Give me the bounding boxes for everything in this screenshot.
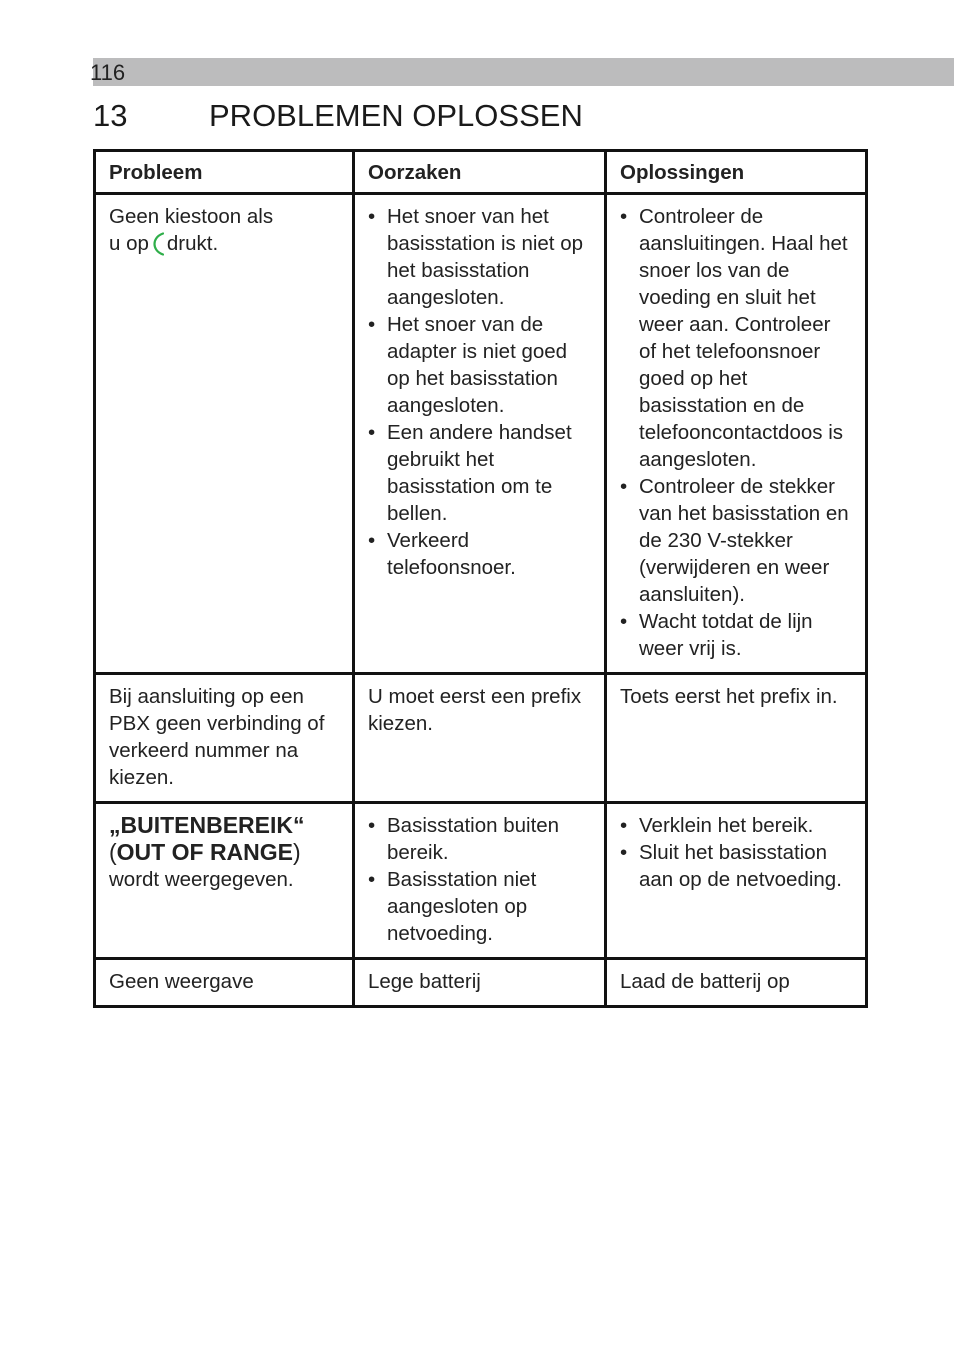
causes-cell: U moet eerst een prefix kiezen.: [354, 674, 606, 803]
table-row: [95, 194, 867, 674]
problem-cell: Geen weergave: [95, 959, 354, 1007]
list-item: • Verklein het bereik.: [620, 812, 853, 839]
chapter-title: PROBLEMEN OPLOSSEN: [209, 98, 583, 133]
header-bar: [93, 58, 954, 86]
display-text-en-line: [109, 839, 340, 866]
list-item: • Verkeerd telefoonsnoer.: [368, 527, 592, 581]
list-item: • Het snoer van het basisstation is niet op het basisstation aangesloten.: [368, 203, 592, 311]
solutions-list: [620, 203, 853, 662]
causes-cell: [354, 803, 606, 959]
solutions-cell: Laad de batterij op: [606, 959, 867, 1007]
solutions-cell: Toets eerst het prefix in.: [606, 674, 867, 803]
list-item: • Basisstation niet aangesloten op netvoeding.: [368, 866, 592, 947]
list-item: • Basisstation buiten bereik.: [368, 812, 592, 866]
causes-cell: Lege batterij: [354, 959, 606, 1007]
list-item: • Controleer de stekker van het basisstation en de 230 V-stekker (verwijderen en weer aansluiten).: [620, 473, 853, 608]
table-row: [95, 674, 867, 803]
column-header-solutions: Oplossingen: [606, 151, 867, 194]
solutions-list: [620, 812, 853, 893]
column-header-problem: Probleem: [95, 151, 354, 194]
causes-cell: [354, 194, 606, 674]
list-item: • Wacht totdat de lijn weer vrij is.: [620, 608, 853, 662]
solutions-cell: [606, 194, 867, 674]
table-row: [95, 959, 867, 1007]
problem-text-line1: Geen kiestoon als: [109, 205, 274, 228]
problem-text-line2: [109, 230, 340, 257]
troubleshooting-table: [93, 149, 868, 1008]
solutions-cell: [606, 803, 867, 959]
problem-cell: [95, 803, 354, 959]
problem-cell: Bij aansluiting op een PBX geen verbinding of verkeerd nummer na kiezen.: [95, 674, 354, 803]
table-header-row: [95, 151, 867, 194]
causes-list: [368, 203, 592, 581]
paren-open: (: [109, 839, 117, 865]
column-header-causes: Oorzaken: [354, 151, 606, 194]
table-row: [95, 803, 867, 959]
page-number: 116: [90, 60, 126, 85]
chapter-heading: [93, 96, 583, 136]
causes-list: [368, 812, 592, 947]
display-text-en: OUT OF RANGE: [116, 839, 294, 865]
list-item: • Het snoer van de adapter is niet goed op het basisstation aangesloten.: [368, 311, 592, 419]
paren-close: ): [293, 839, 301, 865]
problem-text-rest: wordt weergegeven.: [109, 868, 294, 891]
problem-text-post: drukt.: [166, 232, 219, 255]
list-item: • Sluit het basisstation aan op de netvoeding.: [620, 839, 853, 893]
display-text-nl: „BUITENBEREIK“: [109, 812, 305, 838]
problem-text-pre: u op: [109, 232, 149, 255]
chapter-number: 13: [93, 98, 128, 133]
list-item: • Controleer de aansluitingen. Haal het snoer los van de voeding en sluit het weer aan. Controleer of het telefoonsnoer goed op het basisstation en de telefooncontactdoos is aangesloten.: [620, 203, 853, 473]
call-key-icon: [153, 232, 164, 256]
list-item: • Een andere handset gebruikt het basisstation om te bellen.: [368, 419, 592, 527]
problem-cell: [95, 194, 354, 674]
